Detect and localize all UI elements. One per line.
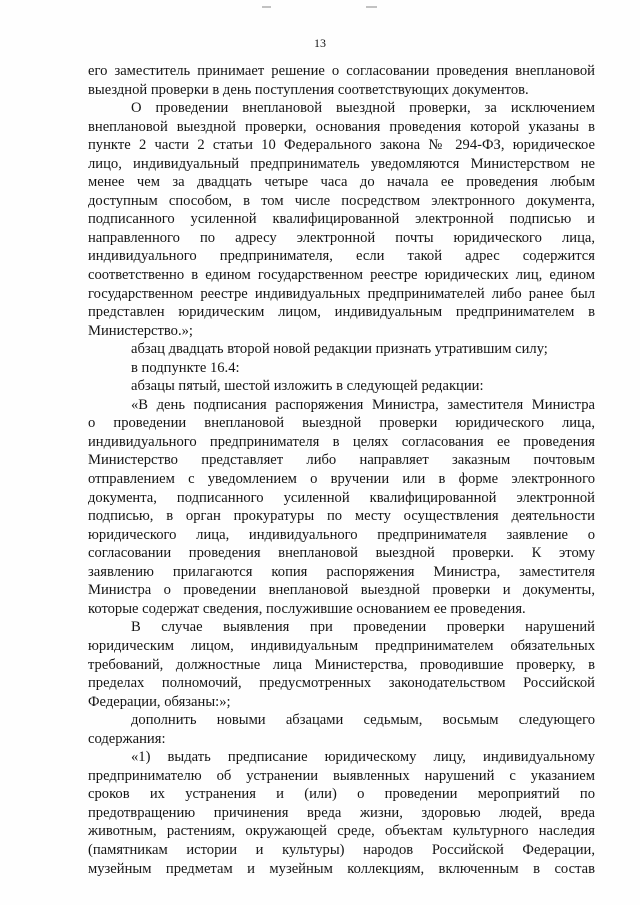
text-line: заявлению прилагаются копия распоряжения Министра, заместителя: [88, 563, 595, 580]
text-line: содержания:: [88, 730, 166, 747]
text-line: менее чем за двадцать четыре часа до начала ее проведения любым: [88, 174, 595, 191]
text-line: лицо, индивидуальный предприниматель уведомляются Министерством не: [88, 155, 595, 172]
text-line: юридического лица, индивидуального предпринимателя заявление о: [88, 526, 595, 543]
text-line: Министерство представляет либо направляет заказным почтовым: [88, 452, 595, 469]
text-line: представлен юридическим лицом, индивидуальным предпринимателем в: [88, 304, 595, 321]
text-line: абзац двадцать второй новой редакции признать утратившим силу;: [131, 341, 548, 358]
text-line: индивидуального предпринимателя, если такой адрес содержится: [88, 248, 595, 265]
text-line: соответственно в едином государственном реестре юридических лиц, едином: [88, 267, 595, 284]
text-line: его заместитель принимает решение о согласовании проведения внеплановой: [88, 63, 595, 79]
text-line: Федерации, обязаны:»;: [88, 693, 231, 710]
text-line: направленного по адресу электронной почты юридического лица,: [88, 229, 595, 246]
text-line: пункте 2 части 2 статьи 10 Федерального закона № 294-ФЗ, юридическое: [88, 137, 595, 154]
text-line: в подпункте 16.4:: [131, 359, 240, 376]
text-line: требований, должностные лица Министерства, проводившие проверку, в: [88, 656, 595, 673]
text-line: государственном реестре индивидуальных предпринимателей либо ранее был: [88, 285, 595, 302]
text-line: предотвращению причинения вреда жизни, здоровью людей, вреда: [88, 804, 595, 821]
text-line: которые содержат сведения, послужившие основанием ее проведения.: [88, 600, 526, 617]
text-line: индивидуального предпринимателя в целях согласования ее проведения: [88, 433, 595, 450]
text-line: В случае выявления при проведении проверки нарушений: [131, 619, 595, 636]
text-line: животным, растениям, окружающей среде, объектам культурного наследия: [88, 823, 595, 840]
text-line: пределах полномочий, предусмотренных законодательством Российской: [88, 675, 595, 692]
document-body: [88, 62, 595, 878]
text-line: Министерство.»;: [88, 322, 193, 339]
text-line: подписанного усиленной квалифицированной электронной подписью и: [88, 211, 595, 228]
text-line: внеплановой выездной проверки, основания проведения которой указаны в: [88, 118, 595, 135]
text-line: (памятникам истории и культуры) народов Российской Федерации,: [88, 841, 595, 858]
text-line: юридическим лицом, индивидуальным предпринимателем обязательных: [88, 637, 595, 654]
page-number: 13: [314, 36, 326, 50]
text-line: о проведении внеплановой выездной проверки юридического лица,: [88, 415, 595, 432]
text-line: дополнить новыми абзацами седьмым, восьмым следующего: [131, 712, 595, 729]
scan-artifact: [262, 6, 271, 8]
text-line: абзацы пятый, шестой изложить в следующей редакции:: [131, 378, 484, 395]
text-line: О проведении внеплановой выездной проверки, за исключением: [131, 100, 595, 117]
text-line: согласовании проведения внеплановой выездной проверки. К этому: [88, 545, 595, 562]
text-line: подписью, в орган прокуратуры по месту осуществления деятельности: [88, 508, 595, 525]
text-line: выездной проверки в день поступления соответствующих документов.: [88, 81, 529, 98]
text-line: документа, подписанного усиленной квалифицированной электронной: [88, 489, 595, 506]
scan-artifact: [366, 6, 377, 8]
text-line: Министра о проведении внеплановой выездной проверки и документы,: [88, 582, 595, 599]
text-line: предпринимателю об устранении выявленных нарушений с указанием: [88, 767, 595, 784]
text-line: музейным предметам и музейным коллекциям, включенным в состав: [88, 860, 595, 877]
text-line: отправлением с уведомлением о вручении или в форме электронного: [88, 471, 595, 488]
text-line: доступным способом, в том числе посредством электронного документа,: [88, 192, 595, 209]
text-line: «В день подписания распоряжения Министра, заместителя Министра: [131, 396, 595, 413]
text-line: «1) выдать предписание юридическому лицу, индивидуальному: [131, 749, 595, 766]
text-line: сроков их устранения и (или) о проведении мероприятий по: [88, 786, 595, 803]
